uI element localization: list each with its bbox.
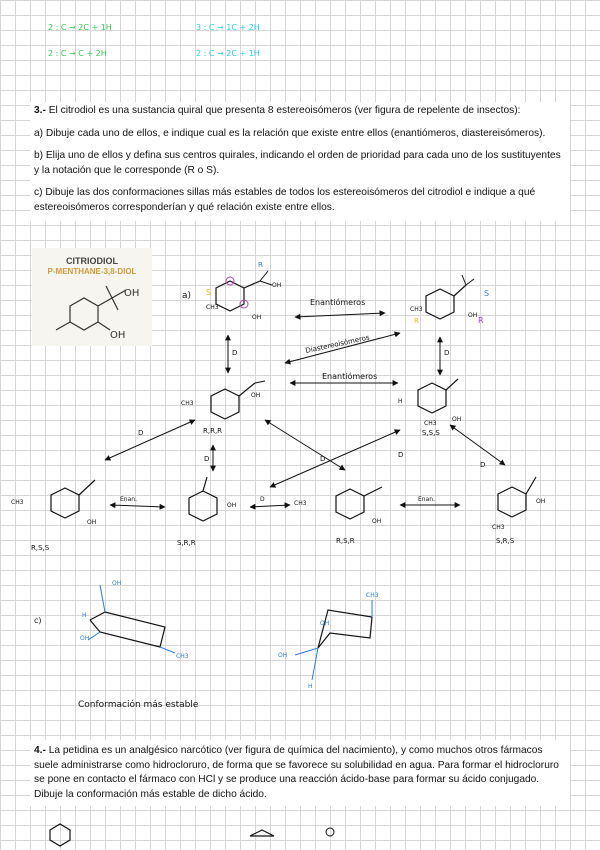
label-oh: OH: [536, 498, 546, 505]
label-d: D: [204, 455, 210, 463]
label-r: R: [414, 317, 419, 325]
citriodiol-subtitle: P-MENTHANE-3,8-DIOL: [47, 267, 137, 276]
label-ch3: CH3: [206, 304, 219, 311]
note-line-1-right: 3 : C → 1C + 2H: [196, 23, 260, 32]
label-d: D: [260, 496, 265, 503]
label-oh: OH: [468, 312, 478, 319]
molecule-mid-left: [181, 381, 265, 435]
label-h: H: [308, 683, 313, 690]
config-rss: R,S,S: [31, 544, 50, 552]
label-oh: OH: [227, 502, 237, 509]
label-d: D: [138, 429, 144, 437]
question-3-intro: 3.- El citrodiol es una sustancia quiral que presenta 8 estereoisómeros (ver figura de repelente de insectos):: [34, 105, 521, 116]
stereoisomer-diagram: [0, 255, 600, 725]
molecule-bottom-1: [11, 480, 96, 552]
label-ch3: CH3: [294, 500, 307, 507]
config-srr: S,R,R: [177, 539, 196, 547]
label-d: D: [480, 461, 486, 469]
label-oh: OH: [272, 282, 282, 289]
label-enantiomeros-mid: Enantiómeros: [322, 372, 378, 381]
question-3: [30, 102, 570, 221]
label-s: S: [484, 289, 490, 298]
config-rrr: R,R,R: [203, 427, 223, 435]
molecule-bottom-3: [294, 487, 382, 545]
question-3-part-c: c) Dibuje las dos conformaciones sillas más estables de todos los estereoisómeros del citrodiol e indique a qué estereoisómeros corresponderían y qué relación existe entre ellos.: [34, 187, 536, 213]
question-4: [30, 740, 570, 806]
citriodiol-oh-top: OH: [124, 288, 140, 299]
label-d: D: [320, 455, 326, 463]
label-h: H: [82, 612, 87, 619]
molecule-bottom-4: [492, 477, 545, 545]
label-r: R: [258, 261, 263, 269]
citriodiol-title: CITRIODIOL: [66, 256, 118, 266]
note-line-2-right: 2 : C → 2C + 1H: [196, 49, 260, 58]
label-ch3: CH3: [366, 592, 379, 599]
label-enan: Enan.: [418, 496, 435, 503]
label-a: a): [182, 291, 192, 301]
label-c: c): [34, 616, 42, 625]
molecule-bottom-2: [177, 477, 236, 547]
label-conformacion: Conformación más estable: [78, 700, 199, 710]
config-sss: S,S,S: [422, 429, 440, 437]
label-d: D: [398, 451, 404, 459]
note-line-1-left: 2 : C → 2C + 1H: [48, 23, 112, 32]
question-4-drawings: [0, 820, 600, 850]
label-d: D: [444, 349, 450, 357]
label-oh: OH: [80, 635, 90, 642]
chair-right: [278, 592, 379, 690]
question-3-part-b: b) Elija uno de ellos y defina sus centros quirales, indicando el orden de prioridad para cada uno de los sustituyentes y la notación que le corresponde (R o S).: [34, 150, 561, 176]
label-h: H: [398, 398, 403, 405]
label-oh: OH: [112, 580, 122, 587]
label-ch3: CH3: [410, 306, 423, 313]
molecule-top-right: [410, 275, 489, 325]
label-oh: OH: [320, 620, 330, 627]
question-3-part-a: a) Dibuje cada uno de ellos, e indique cual es la relación que existe entre ellos (enantiómeros, diastereisómeros).: [34, 127, 546, 139]
label-enantiomeros-top: Enantiómeros: [310, 298, 366, 307]
label-oh: OH: [278, 652, 288, 659]
label-oh: OH: [372, 518, 382, 525]
citriodiol-oh-bottom: OH: [110, 330, 126, 341]
label-r: R: [478, 316, 484, 325]
label-ch3: CH3: [492, 524, 505, 531]
question-4-text: 4.- La petidina es un analgésico narcótico (ver figura de química del nacimiento), y como muchos otros fármacos suele administrarse como hidrocloruro, de forma que se favorece su solubilidad en agua. Para formar el hidrocloruro se pone en contacto el fármaco con HCl y se produce una reacción ácido-base para formar su ácido conjugado. Dibuje la conformación más estable de dicho ácido.: [34, 745, 559, 800]
label-ch3: CH3: [176, 653, 189, 660]
label-enan: Enan.: [120, 496, 137, 503]
note-line-2-left: 2 : C → C + 2H: [48, 49, 107, 58]
label-oh: OH: [452, 416, 462, 423]
label-ch3: CH3: [11, 499, 24, 506]
config-srs: S,R,S: [496, 537, 515, 545]
chair-left: [80, 580, 189, 660]
molecule-mid-right: [398, 379, 461, 437]
label-oh: OH: [252, 314, 262, 321]
label-diastereoisomeros: Diastereoisómeros: [304, 333, 371, 355]
label-d: D: [232, 349, 238, 357]
label-ch3: CH3: [181, 400, 194, 407]
label-oh: OH: [251, 392, 261, 399]
label-ch3: CH3: [424, 420, 437, 427]
label-s: S: [206, 288, 212, 297]
config-rsr: R,S,R: [336, 537, 355, 545]
molecule-top-left: [206, 261, 281, 321]
label-oh: OH: [87, 519, 97, 526]
